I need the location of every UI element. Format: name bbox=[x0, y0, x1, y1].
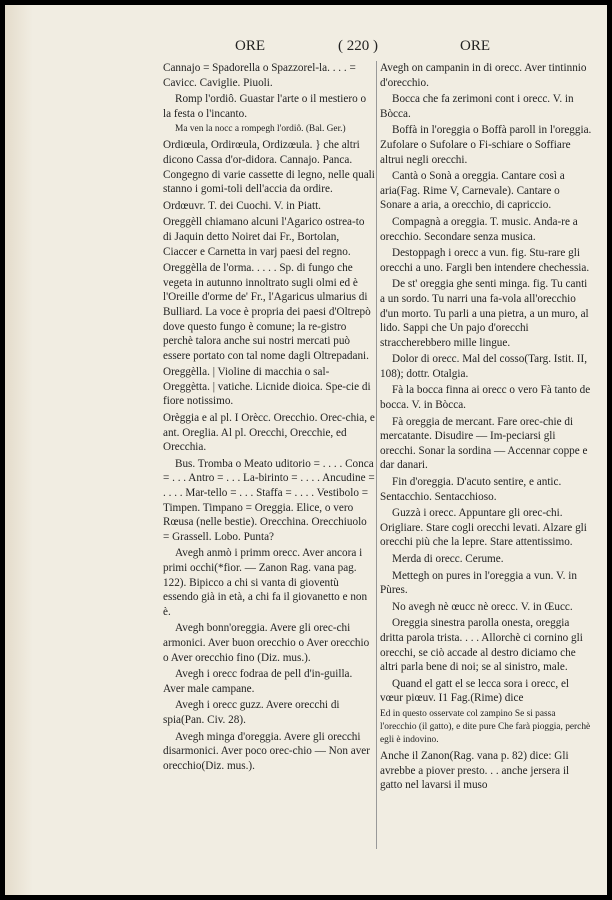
entry: Oreggèlla de l'orma. . . . . Sp. di fungo che vegeta in autunno innoltrato sugli olmi ed è l'Oreille d'orme de' Fr., l'Agaricus ulmarius di Bulliard. La voce è propria dei paesi d'Oltrepò dove questo fungo è comune; la re-gistro perchè talora anche sui nostri mercati può essere portato con tal nome dagli Oltrepadani. bbox=[163, 262, 371, 362]
column-divider bbox=[376, 61, 377, 849]
entry: Oreggèlla. | Violine di macchia o sal-Oreggètta. | vatiche. Licnide dioica. Spe-cie di fiore notissimo. bbox=[163, 366, 371, 408]
entry: Anche il Zanon(Rag. vana p. 82) dice: Gli avrebbe a piover presto. . . anche jersera il gatto nel lavarsi il muso bbox=[380, 749, 570, 792]
entry: Fà la bocca finna ai orecc o vero Fà tanto de bocca. V. in Bòcca. bbox=[380, 384, 591, 412]
entry: Bus. Tromba o Meato uditorio = . . . . Conca = . . . Antro = . . . La-birinto = . . . . Ancudine = . . . . Mar-tello = . . . Staffa = . . . . Vestibolo = Timpen. Timpano = Oreggia. Elice, o vero Rœusa (nelle bestie). Orecchina. Orecchiuolo = Grassell. Lobo. Punta? bbox=[163, 457, 375, 543]
entry: Avegh on campanin in di orecc. Aver tintinnio d'orecchio. bbox=[380, 62, 587, 89]
entry: Avegh anmò i primm orecc. Aver ancora i primi occhi(*fior. — Zanon Rag. vana pag. 122). Bipicco a chi si vanta di gioventù essendo già in età, a chi fa il giovanetto e non è. bbox=[163, 547, 368, 618]
entry: Ordiœula, Ordirœula, Ordizœula. } che altri dicono Cassa d'or-didora. Cannajo. Panca. Congegno di varie cassette di legno, nelle quali stanno i gomi-toli dell'accia da ordire. bbox=[163, 139, 375, 196]
running-header bbox=[5, 38, 607, 58]
entry: Dolor di orecc. Mal del cosso(Targ. Istit. II, 108); dottr. Otalgia. bbox=[380, 353, 588, 380]
entry: Avegh minga d'oreggia. Avere gli orecchi disarmonici. Aver poco orec-chio — Non aver orecchio(Diz. mus.). bbox=[163, 730, 370, 772]
entry: Fà oreggia de mercant. Fare orec-chie di mercatante. Disudire — Im-peciarsi gli orecchi. Sonar la sordina — Accennar coppe e dar danari. bbox=[380, 415, 588, 472]
entry: Avegh i orecc fodraa de pell d'in-guilla. Aver male campane. bbox=[163, 668, 353, 695]
entry: Ed in questo osservate col zampino Se si passa l'orecchio (il gatto), e dite pure Che farà pioggia, perchè egli è indovino. bbox=[380, 708, 591, 745]
entry: Oreggèll chiamano alcuni l'Agarico ostrea-to di Jaquin detto Noiret dai Fr., Bortolan, Ciaccer e Carnetta in varj paesi del regno. bbox=[163, 216, 365, 258]
entry: Cantà o Sonà a oreggia. Cantare così a aria(Fag. Rime V, Carnevale). Cantare o Sonare a aria, a orecchio, di capriccio. bbox=[380, 170, 565, 212]
entry: Destoppagh i orecc a vun. fig. Stu-rare gli orecchi a uno. Fargli ben intendere chechessia. bbox=[380, 247, 590, 274]
entry: Quand el gatt el se lecca sora i orecc, el vœur piœuv. I1 Fag.(Rime) dice bbox=[380, 677, 570, 705]
entry: Compagnà a oreggia. T. music. Anda-re a orecchio. Secondare senza musica. bbox=[380, 215, 578, 243]
page-number: ( 220 ) bbox=[338, 38, 378, 54]
entry: Avegh bonn'oreggia. Avere gli orec-chi armonici. Aver buon orecchio o Aver orecchio o Aver orecchio fino (Diz. mus.). bbox=[163, 622, 370, 664]
entry: No avegh nè œucc nè orecc. V. in Œucc. bbox=[392, 600, 573, 613]
entry: Orèggia e al pl. I Orècc. Orecchio. Orec-chia, e ant. Oreglia. Al pl. Orecchi, Orecchie, ed Orecchia. bbox=[163, 412, 375, 454]
entry: Guzzà i orecc. Appuntare gli orec-chi. Origliare. Stare cogli orecchi levati. Alzare gli orecchi più che la lepre. Stare attentissimo. bbox=[380, 507, 587, 549]
entry: Boffà in l'oreggia o Boffà paroll in l'oreggia. Zufolare o Sufolare o Fi-schiare o Soffiare altrui negli orecchi. bbox=[380, 124, 592, 166]
entry: Ma ven la nocc a rompegh l'ordiô. (Bal. Ger.) bbox=[175, 124, 346, 135]
entry: Ordœuvr. T. dei Cuochi. V. in Piatt. bbox=[163, 199, 321, 212]
entry: Merda di orecc. Cerume. bbox=[392, 553, 504, 565]
entry: Bocca che fa zerimoni cont i orecc. V. in Bòcca. bbox=[380, 93, 574, 120]
entry: Oreggia sinestra parolla onesta, oreggia dritta parola trista. . . . Allorchè ci cornino gli orecchi, se ciò accade al destro diciamo che altri parla bene di noi; se al sinistro, male. bbox=[380, 617, 583, 674]
entry: Avegh i orecc guzz. Avere orecchi di spia(Pan. Civ. 28). bbox=[163, 699, 340, 726]
entry: Cannajo = Spadorella o Spazzorel-la. . . . = Cavicc. Caviglie. Piuoli. bbox=[163, 62, 356, 89]
entry: Fin d'oreggia. D'acuto sentire, e antic. Sentacchio. Sentacchioso. bbox=[380, 476, 562, 503]
entry: Mettegh on pures in l'oreggia a vun. V. in Pùres. bbox=[380, 569, 577, 597]
header-left: ORE bbox=[235, 38, 265, 54]
right-column bbox=[380, 61, 592, 795]
entry: Romp l'ordiô. Guastar l'arte o il mestiero o la festa o l'incanto. bbox=[163, 93, 367, 120]
entry: De st' oreggia ghe senti minga. fig. Tu canti a un sordo. Tu narri una fa-vola all'orecchio d'un morto. Tu parli a una pietra, a un muro, al lido. Sappi che Un pajo d'orecchi straccherebbero mille lingue. bbox=[380, 278, 589, 349]
left-column bbox=[163, 61, 375, 775]
book-page bbox=[5, 5, 607, 895]
header-right: ORE bbox=[460, 38, 490, 54]
